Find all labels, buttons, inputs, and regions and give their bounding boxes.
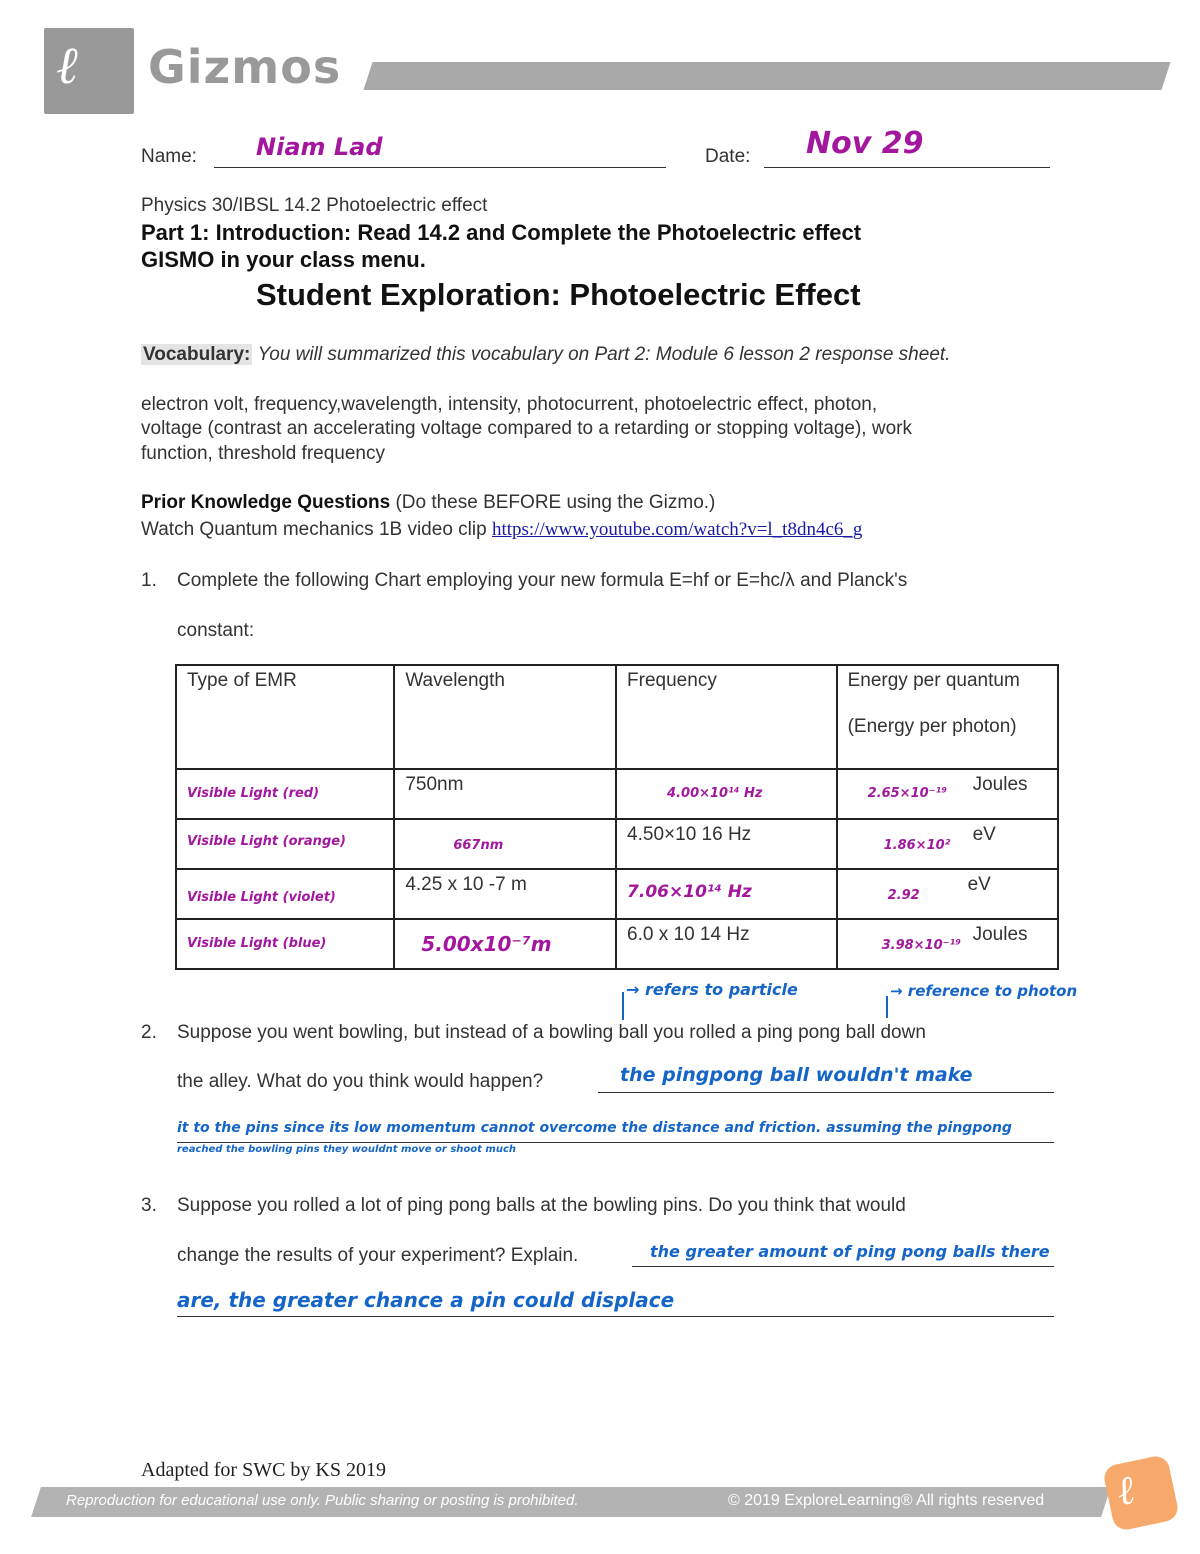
header-energy-sub: (Energy per photon) xyxy=(847,716,1017,737)
header-energy xyxy=(837,665,1058,769)
cell-frequency[interactable] xyxy=(616,819,837,869)
course-line: Physics 30/IBSL 14.2 Photoelectric effect xyxy=(141,195,488,216)
frequency-value: 6.0 x 10 14 Hz xyxy=(627,924,750,945)
cell-frequency[interactable] xyxy=(616,869,837,919)
cell-type[interactable] xyxy=(176,919,394,969)
handwritten-wavelength: 667nm xyxy=(453,838,504,853)
cell-energy[interactable] xyxy=(837,869,1058,919)
handwritten-energy: 2.65×10⁻¹⁹ xyxy=(867,786,947,801)
annotation-arrow-left xyxy=(622,992,624,1020)
header-frequency: Frequency xyxy=(616,665,837,769)
footer-copyright: © 2019 ExploreLearning® All rights reserved xyxy=(728,1492,1045,1509)
cell-frequency[interactable] xyxy=(616,769,837,819)
handwritten-type: Visible Light (red) xyxy=(187,786,320,801)
question-3-number: 3. xyxy=(141,1195,157,1216)
part-heading-line1: Part 1: Introduction: Read 14.2 and Complete the Photoelectric effect xyxy=(141,220,862,245)
brand-name: Gizmos xyxy=(148,40,342,94)
cell-energy[interactable] xyxy=(837,919,1058,969)
cell-wavelength[interactable] xyxy=(394,819,616,869)
question-2-text-line1: Suppose you went bowling, but instead of a bowling ball you rolled a ping pong ball down xyxy=(177,1022,926,1043)
explorelearning-logo: ℓ xyxy=(44,28,134,114)
adapted-credit: Adapted for SWC by KS 2019 xyxy=(141,1459,386,1481)
cell-wavelength[interactable] xyxy=(394,769,616,819)
footer-notice: Reproduction for educational use only. Public sharing or posting is prohibited. xyxy=(66,1492,579,1509)
frequency-value: 4.50×10 16 Hz xyxy=(627,824,752,845)
header-wavelength: Wavelength xyxy=(394,665,616,769)
table-row xyxy=(176,869,1058,919)
energy-unit: Joules xyxy=(972,924,1028,945)
vocabulary-line-2: voltage (contrast an accelerating voltage compared to a retarding or stopping voltage), work xyxy=(141,418,912,439)
question-1-text-line1: Complete the following Chart employing your new formula E=hf or E=hc/λ and Planck's xyxy=(177,570,908,591)
handwritten-type: Visible Light (orange) xyxy=(187,834,347,849)
question-2-number: 2. xyxy=(141,1022,157,1043)
handwritten-frequency: 7.06×10¹⁴ Hz xyxy=(627,882,752,902)
handwritten-wavelength: 5.00x10⁻⁷m xyxy=(421,932,552,956)
vocabulary-label: Vocabulary: xyxy=(143,344,251,365)
question-2-text-line2: the alley. What do you think would happen? xyxy=(177,1071,544,1092)
cell-energy[interactable] xyxy=(837,819,1058,869)
header-bar xyxy=(363,62,1170,90)
cell-wavelength[interactable] xyxy=(394,869,616,919)
prior-knowledge-note: (Do these BEFORE using the Gizmo.) xyxy=(395,492,716,513)
question-3-answer-line1: the greater amount of ping pong balls there xyxy=(650,1242,1050,1261)
vocabulary-note: You will summarized this vocabulary on Part 2: Module 6 lesson 2 response sheet. xyxy=(257,344,951,365)
watch-text: Watch Quantum mechanics 1B video clip xyxy=(141,519,487,540)
prior-knowledge-label: Prior Knowledge Questions xyxy=(141,492,391,513)
watch-line xyxy=(141,519,862,541)
cell-frequency[interactable] xyxy=(616,919,837,969)
question-3-text-line1: Suppose you rolled a lot of ping pong balls at the bowling pins. Do you think that would xyxy=(177,1195,906,1216)
table-row xyxy=(176,919,1058,969)
name-value: Niam Lad xyxy=(256,133,383,161)
table-row xyxy=(176,819,1058,869)
table-row xyxy=(176,769,1058,819)
wavelength-value: 4.25 x 10 -7 m xyxy=(405,874,527,895)
energy-unit: eV xyxy=(972,824,996,845)
question-3-answer-line2: are, the greater chance a pin could displace xyxy=(177,1288,675,1312)
footer-logo: ℓ xyxy=(1102,1454,1180,1532)
table-header-row xyxy=(176,665,1058,769)
energy-unit: Joules xyxy=(972,774,1028,795)
handwritten-energy: 1.86×10² xyxy=(883,838,951,853)
header-type-of-emr: Type of EMR xyxy=(176,665,394,769)
wavelength-value: 750nm xyxy=(405,774,464,795)
cell-type[interactable] xyxy=(176,869,394,919)
handwritten-energy: 2.92 xyxy=(887,888,920,903)
vocabulary-line-3: function, threshold frequency xyxy=(141,443,385,464)
question-2-answer-line3: reached the bowling pins they wouldnt move or shoot much xyxy=(177,1144,517,1155)
header-energy-label: Energy per quantum xyxy=(847,670,1020,691)
date-label: Date: xyxy=(705,146,751,167)
annotation-right: → reference to photon xyxy=(890,982,1078,1000)
annotation-arrow-right xyxy=(886,996,888,1018)
vocabulary-heading xyxy=(141,344,950,366)
annotation-left: → refers to particle xyxy=(626,980,798,999)
date-value: Nov 29 xyxy=(806,126,924,161)
handwritten-frequency: 4.00×10¹⁴ Hz xyxy=(667,786,763,801)
part-heading-line2: GISMO in your class menu. xyxy=(141,247,426,272)
question-1-text-line2: constant: xyxy=(177,620,255,641)
vocabulary-line-1: electron volt, frequency,wavelength, intensity, photocurrent, photoelectric effect, photon, xyxy=(141,394,878,415)
question-3-text-line2: change the results of your experiment? Explain. xyxy=(177,1245,579,1266)
energy-unit: eV xyxy=(967,874,991,895)
cell-energy[interactable] xyxy=(837,769,1058,819)
handwritten-type: Visible Light (blue) xyxy=(187,936,327,951)
video-link[interactable]: https://www.youtube.com/watch?v=l_t8dn4c6_g xyxy=(491,519,863,540)
cell-wavelength[interactable] xyxy=(394,919,616,969)
handwritten-type: Visible Light (violet) xyxy=(187,890,336,905)
cell-type[interactable] xyxy=(176,769,394,819)
handwritten-energy: 3.98×10⁻¹⁹ xyxy=(881,938,961,953)
prior-knowledge-heading xyxy=(141,492,715,514)
name-label: Name: xyxy=(141,146,197,167)
question-2-answer-line1: the pingpong ball wouldn't make xyxy=(620,1064,973,1086)
cell-type[interactable] xyxy=(176,819,394,869)
page-title: Student Exploration: Photoelectric Effect xyxy=(256,277,861,312)
emr-chart-table xyxy=(175,664,1059,970)
question-1-number: 1. xyxy=(141,570,157,591)
question-2-answer-line2: it to the pins since its low momentum cannot overcome the distance and friction. assuming the pingpong xyxy=(177,1120,1012,1136)
